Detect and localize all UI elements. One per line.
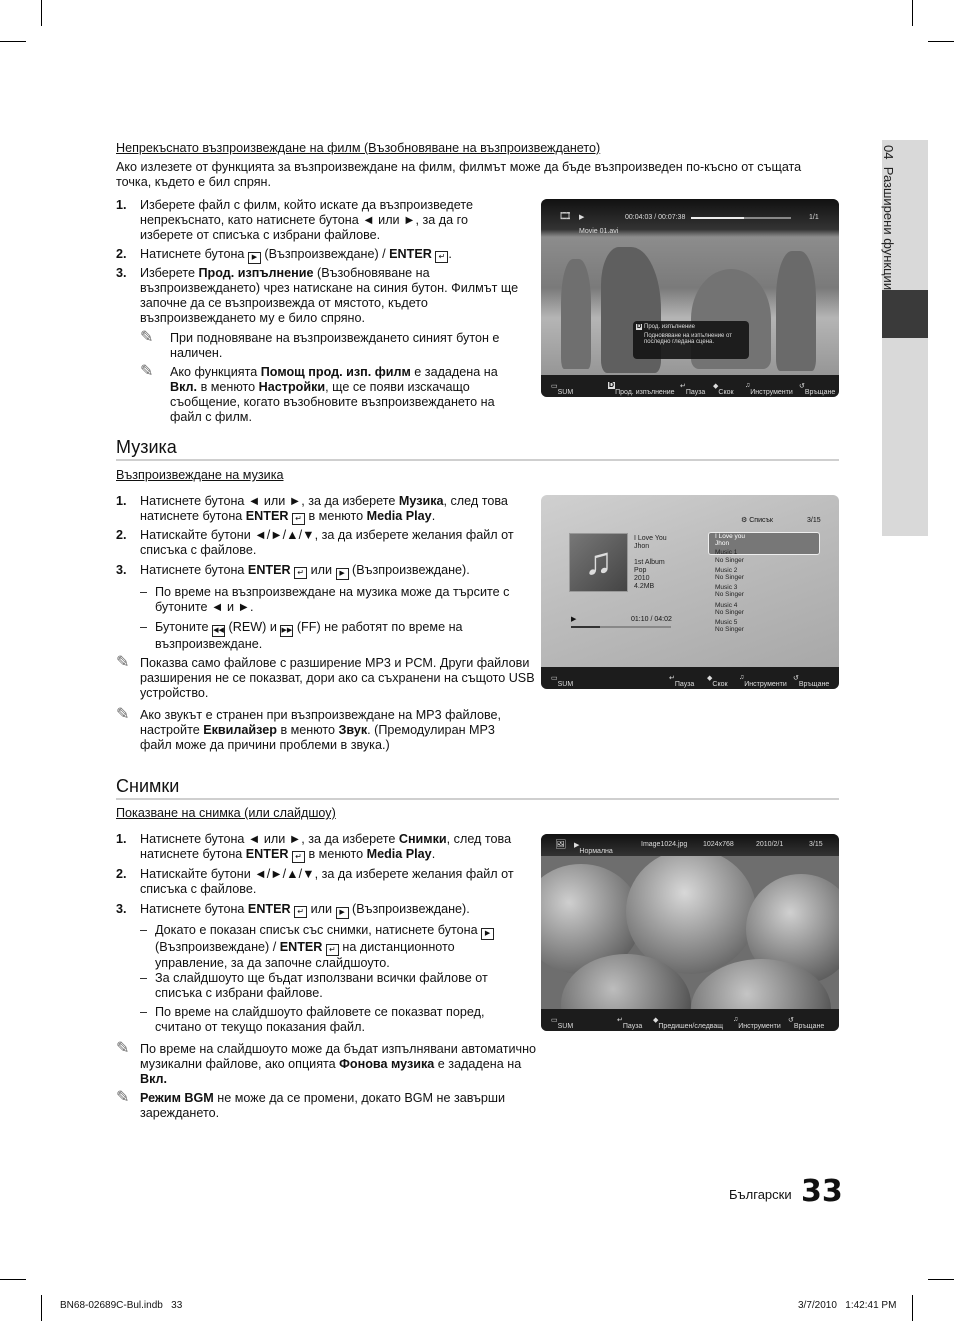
song-size: 4.2MB (634, 583, 655, 590)
bullet-text: Докато е показан списък със снимки, натиснете бутона ▶ (Възпроизвеждане) / ENTER ↵ на дистанционното управление, за да започне слайдшоуто. (155, 923, 500, 971)
music-count: 3/15 (807, 517, 821, 524)
return-item: ↺ Връщане (788, 1017, 825, 1030)
enter-icon: ↵ (435, 251, 448, 263)
enter-icon: ↵ (294, 567, 307, 579)
enter-icon: ↵ (292, 851, 305, 863)
step-number: 1. (116, 832, 127, 846)
dash: – (140, 620, 148, 634)
step-number: 3. (116, 266, 127, 280)
step-number: 2. (116, 867, 127, 881)
step-number: 2. (116, 528, 127, 542)
giraffe-shape (776, 251, 816, 371)
bullet-text: По време на слайдшоуто файловете се показват поред, считано от текущо показания файл. (155, 1005, 485, 1034)
playlist: I Love you Jhon Music 1 No Singer Music 2 No Singer Music 3 No Singer Music 4 No Singer Music 5 No Singer (715, 533, 745, 634)
step-number: 1. (116, 494, 127, 508)
music-time: 01:10 / 04:02 (631, 616, 672, 623)
playlist-item[interactable]: Music 4 (715, 601, 738, 609)
movie-screenshot (541, 199, 839, 397)
note-text: Режим BGM не може да се промени, докато BGM не завърши зареждането. (140, 1091, 506, 1120)
footer-language: Български (729, 1187, 792, 1202)
enter-icon: ↵ (326, 944, 339, 956)
enter-icon: ↵ (292, 513, 305, 525)
album-art-icon: ♫ (569, 533, 628, 592)
photo-count: 3/15 (809, 841, 823, 848)
track-info (634, 535, 667, 591)
photo-icon: 🖼 (555, 839, 567, 849)
section-heading: Непрекъснато възпроизвеждане на филм (Възобновяване на възпроизвеждането) (116, 141, 601, 155)
note-text: Ако функцията Помощ прод. изп. филм е зададена на Вкл. в менюто Настройки, ще се появи изскачащо съобщение, когато възобновите възпроизвеждането на файл с филм. (170, 365, 498, 424)
step-text: Натиснете бутона ENTER ↵ или ▶ (Възпроизвеждане). (140, 902, 530, 919)
section-title: Музика (116, 437, 177, 457)
bullet-text: Бутоните ◀◀ (REW) и ▶▶ (FF) не работят по време на възпроизвеждане. (155, 620, 463, 651)
note-icon: ✎ (140, 363, 154, 380)
chapter-title: Разширени функции (881, 166, 896, 291)
note-icon: ✎ (140, 329, 154, 346)
playlist-item[interactable]: Music 3 (715, 584, 738, 592)
song-title: I Love You (634, 535, 667, 542)
song-artist: Jhon (634, 543, 650, 550)
song-genre: Pop (634, 567, 647, 574)
list-label: ⚙ Списък (741, 517, 773, 524)
section-heading: Възпроизвеждане на музика (116, 468, 284, 482)
footer-file: BN68-02689C-Bul.indb 33 (60, 1300, 183, 1311)
note-icon: ✎ (116, 654, 130, 671)
photo-filename: Image1024.jpg (641, 841, 688, 848)
divider (116, 459, 839, 461)
playlist-item[interactable]: Music 5 (715, 619, 738, 627)
section-intro: Ако излезете от функцията за възпроизвеждане на филм, филмът може да бъде възпроизведен по-късно от същата точка, където е бил спрян. (116, 160, 802, 189)
return-item: ↺ Връщане (799, 383, 836, 396)
photo-mode: ▶ Нормална (574, 842, 613, 855)
enter-icon: ↵ (294, 906, 307, 918)
dash: – (140, 923, 148, 937)
step-text: Натиснете бутона ENTER ↵ или ▶ (Възпроизвеждане). (140, 563, 530, 580)
jump-item: ◆ Скок (707, 675, 728, 688)
bullet-text: За слайдшоуто ще бъдат използвани всички файлове от списъка с избрани файлове. (155, 971, 488, 1000)
blue-button-icon: D (637, 324, 642, 330)
play-icon: ▶ (481, 928, 494, 940)
tools-item: ♫ Инструменти (733, 1016, 781, 1030)
song-year: 2010 (634, 575, 650, 582)
crop-mark (0, 41, 26, 42)
giraffe-shape (561, 259, 591, 369)
crop-mark (928, 41, 954, 42)
section-heading: Показване на снимка (или слайдшоу) (116, 806, 336, 820)
note-text: При подновяване на възпроизвеждането синият бутон е наличен. (170, 331, 500, 360)
tools-item: ♫ Инструменти (739, 674, 787, 688)
step-text: Натиснете бутона ▶ (Възпроизвеждане) / ENTER ↵ . (140, 247, 520, 264)
rew-icon: ◀◀ (212, 625, 225, 637)
song-album: 1st Album (634, 559, 665, 566)
play-icon: ▶ (336, 907, 349, 919)
dash: – (140, 1005, 148, 1019)
movie-icon: 🎞 (559, 211, 572, 222)
dash: – (140, 971, 148, 985)
play-state-icon: ▶ (571, 616, 577, 623)
sum-logo: ▭ SUM (551, 675, 574, 688)
crop-mark (41, 0, 42, 26)
sum-logo: ▭ SUM (551, 383, 574, 396)
crop-mark (41, 1295, 42, 1321)
photo-date: 2010/2/1 (756, 841, 784, 848)
crop-mark (928, 1279, 954, 1280)
photo-screenshot (541, 834, 839, 1031)
pause-item: ↵ Пауза (669, 675, 695, 688)
popup-text: Подновяване на изпълнение от последно гледана сцена. (644, 333, 733, 345)
footer-date: 3/7/2010 1:42:41 PM (798, 1300, 897, 1311)
playlist-item[interactable]: Music 2 (715, 566, 738, 574)
tools-item: ♫ Инструменти (745, 382, 793, 396)
progress-fill (571, 626, 600, 628)
note-icon: ✎ (116, 1089, 130, 1106)
step-number: 1. (116, 198, 127, 212)
return-item: ↺ Връщане (793, 675, 830, 688)
step-text: Изберете Прод. изпълнение (Възобновяване на възпроизвеждането) чрез натискане на синия бутон. Филмът ще започне да се възпроизвежда от мястото, където възпроизвеждането му е било спряно. (140, 266, 519, 325)
step-text: Натиснете бутона ◄ или ►, за да изберете Снимки, след това натиснете бутона ENTER ↵ в менюто Media Play. (140, 832, 512, 861)
bullet-text: По време на възпроизвеждане на музика може да търсите с бутоните ◄ и ►. (155, 585, 510, 614)
crop-mark (0, 1279, 26, 1280)
chapter-number: 04 (881, 145, 896, 160)
section-title: Снимки (116, 776, 180, 796)
page-number: 33 (801, 1174, 843, 1209)
divider (116, 798, 839, 800)
jump-item: ◆ Скок (713, 383, 734, 396)
resume-popup: D Прод. изпълнение Подновяване на изпълнение от последно гледана сцена. (633, 321, 749, 359)
step-text: Изберете файл с филм, който искате да възпроизведете непрекъснато, като натиснете бутона ◄ или ►, за да го изберете от списъка с избрани файлове. (140, 198, 473, 242)
sum-logo: ▭ SUM (551, 1017, 574, 1030)
resume-item: D Прод. изпълнение (609, 382, 675, 396)
note-text: Показва само файлове с разширение MP3 и PCM. Други файлови разширения не се показват, дори ако са съхранени на същото USB устройство. (140, 656, 535, 700)
music-screenshot (541, 495, 839, 689)
crop-mark (912, 0, 913, 26)
crop-mark (912, 1295, 913, 1321)
step-text: Натискайте бутони ◄/►/▲/▼, за да изберете желания файл от списъка с файлове. (140, 528, 514, 557)
note-icon: ✎ (116, 706, 130, 723)
note-text: Ако звукът е странен при възпроизвеждане на MP3 файлове, настройте Еквилайзер в менюто Звук. (Премодулиран MP3 файл може да причини проблеми в звука.) (140, 708, 502, 752)
play-icon: ▶ (336, 568, 349, 580)
step-text: Натискайте бутони ◄/►/▲/▼, за да изберете желания файл от списъка с файлове. (140, 867, 514, 896)
photo-resolution: 1024x768 (703, 841, 734, 848)
prev-next-item: ◆ Предишен/следващ (653, 1017, 724, 1030)
ff-icon: ▶▶ (280, 625, 293, 637)
playlist-item[interactable]: Music 1 (715, 549, 738, 557)
step-text: Натиснете бутона ◄ или ►, за да изберете Музика, след това натиснете бутона ENTER ↵ в менюто Media Play. (140, 494, 508, 523)
movie-filename: Movie 01.avi (579, 228, 619, 235)
note-text: По време на слайдшоуто може да бъдат изпълнявани автоматично музикални файлове, ако опцията Фонова музика е зададена на Вкл. (140, 1042, 537, 1086)
step-number: 3. (116, 902, 127, 916)
playlist-item[interactable]: I Love you (715, 533, 745, 540)
apple-shape (626, 849, 756, 974)
step-number: 2. (116, 247, 127, 261)
sidebar-label (876, 145, 896, 335)
movie-count: 1/1 (809, 214, 819, 221)
pause-item: ↵ Пауза (680, 383, 706, 396)
play-icon: ▶ (248, 252, 261, 264)
pause-item: ↵ Пауза (617, 1017, 643, 1030)
dash: – (140, 585, 148, 599)
movie-time: 00:04:03 / 00:07:38 (625, 214, 686, 221)
step-number: 3. (116, 563, 127, 577)
note-icon: ✎ (116, 1040, 130, 1057)
play-state-icon: ▶ (579, 214, 585, 221)
